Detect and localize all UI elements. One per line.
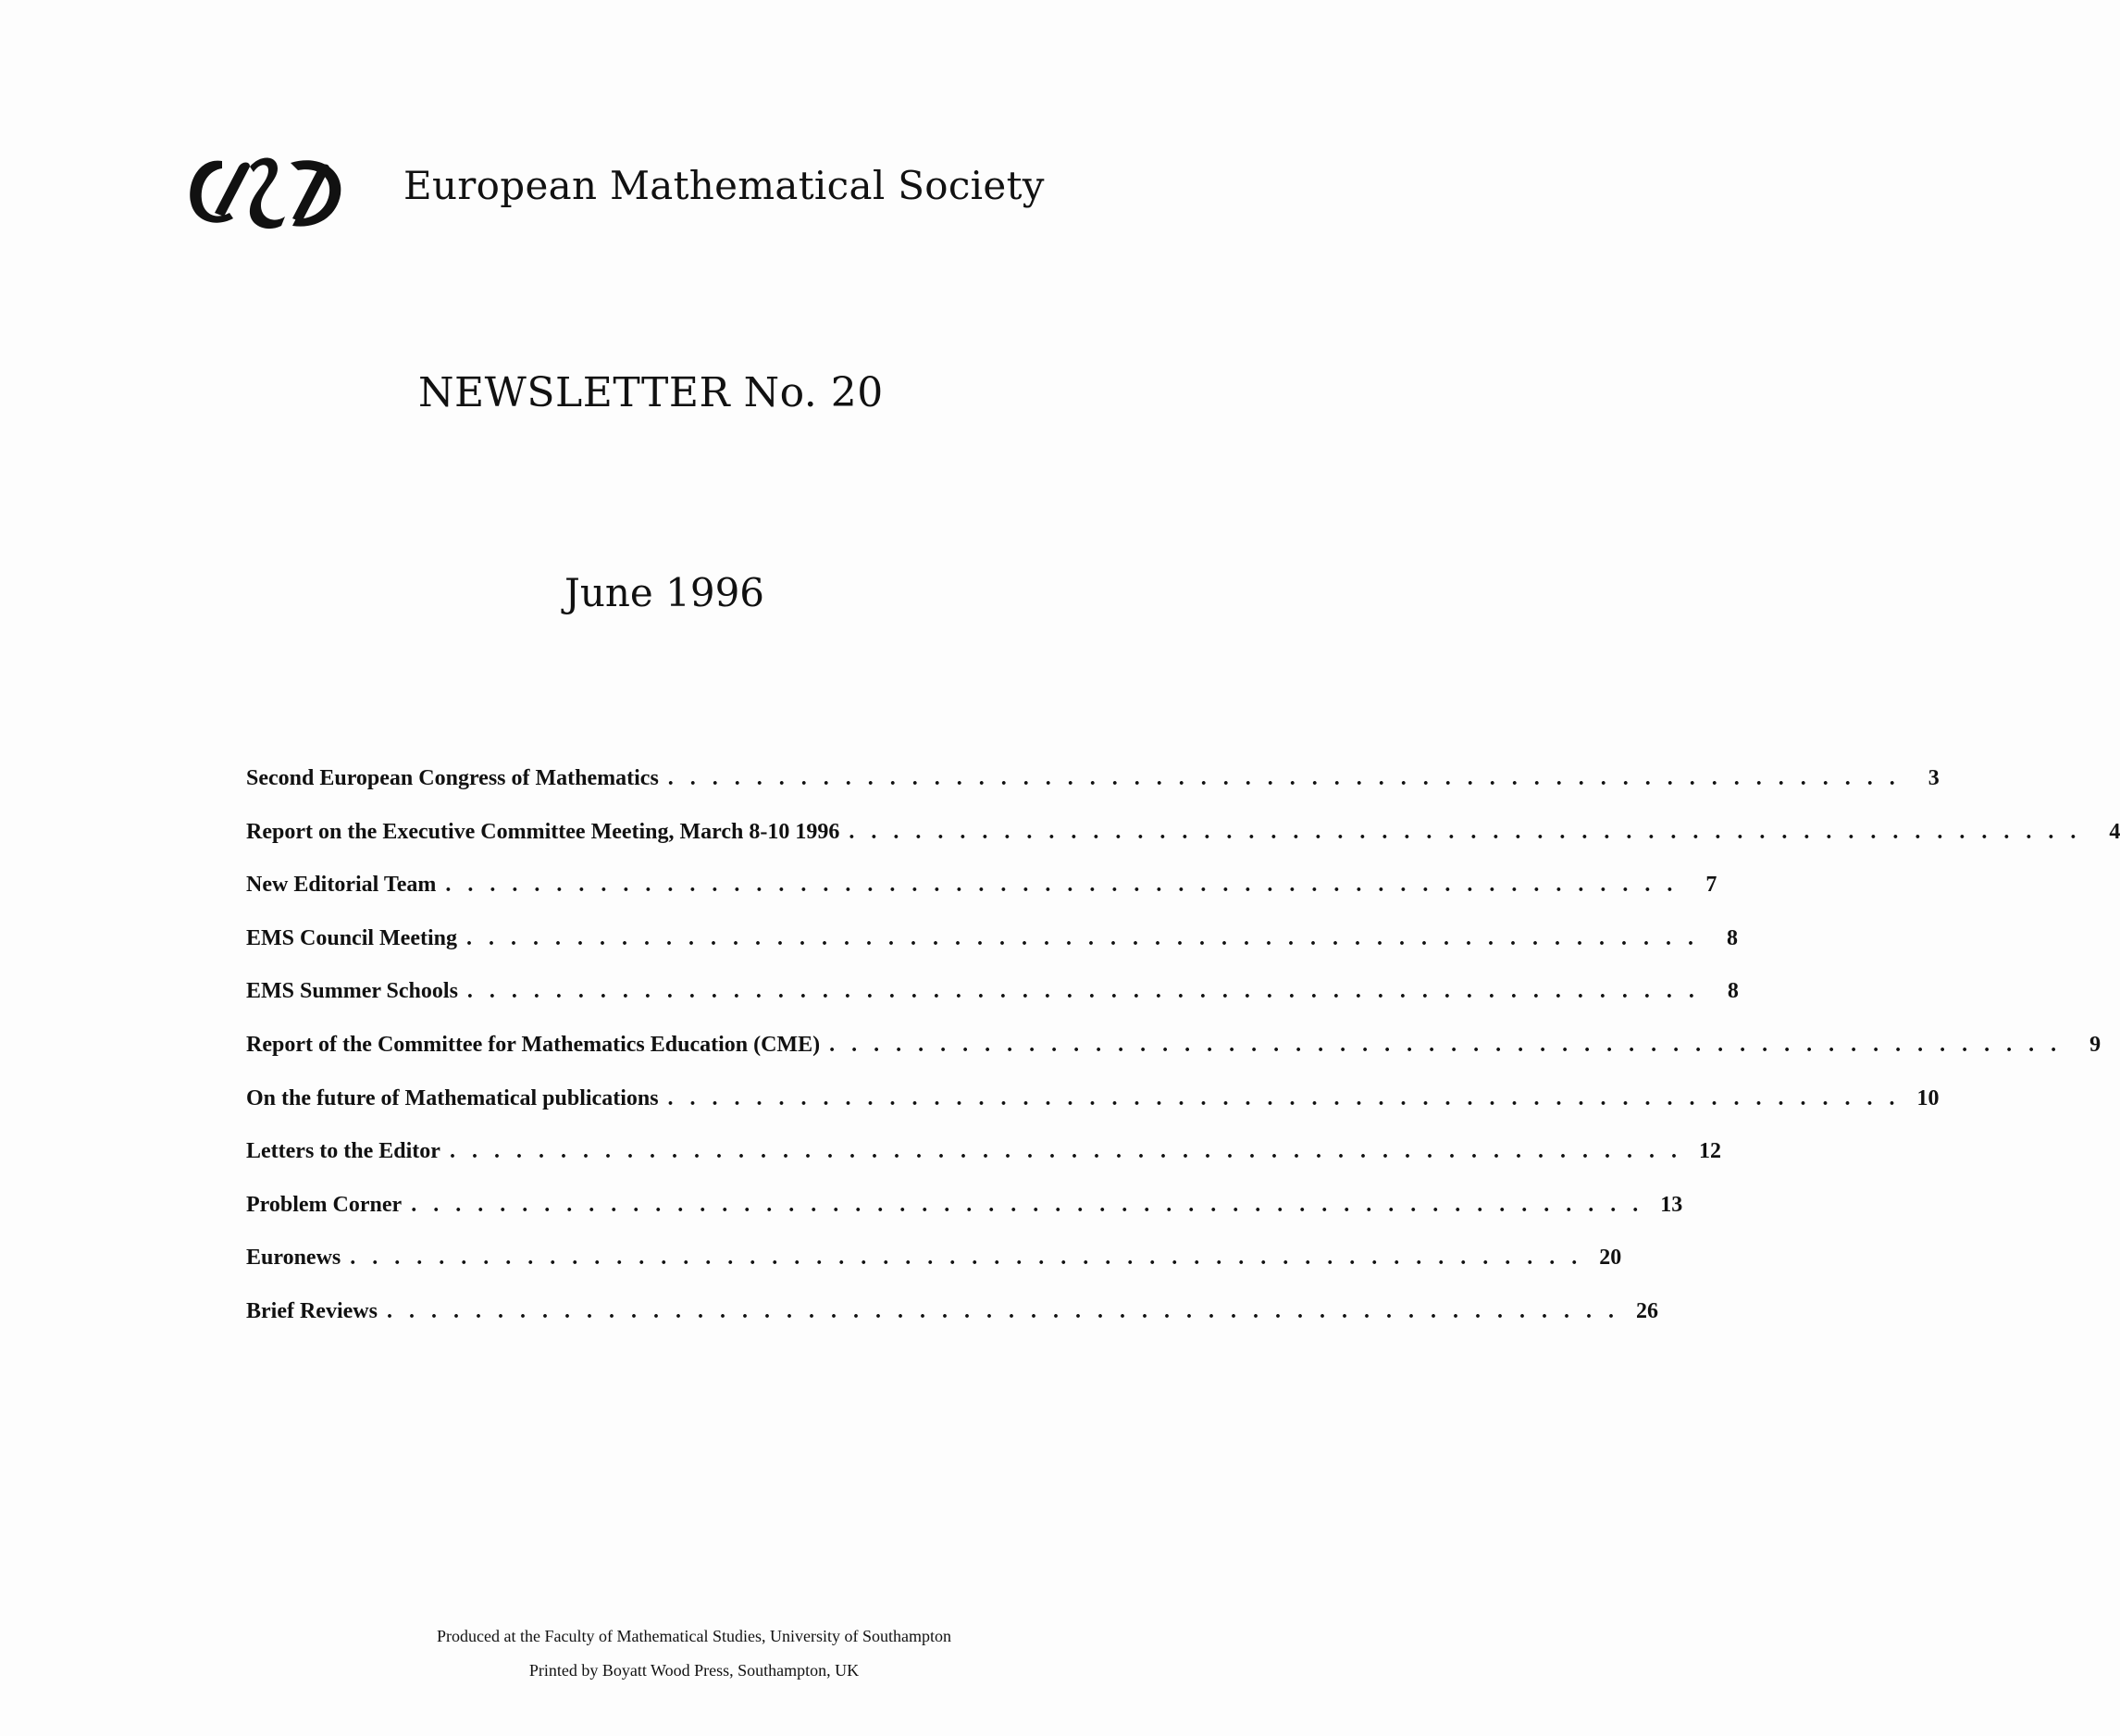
toc-entry xyxy=(246,1192,1683,1246)
toc-entry-page: 7 xyxy=(1705,873,1717,898)
toc-entry-page: 12 xyxy=(1698,1139,1721,1164)
toc-entry-page: 9 xyxy=(2089,1032,2101,1057)
toc-entry-page: 13 xyxy=(1660,1192,1683,1217)
toc-entry-title: EMS Council Meeting xyxy=(246,925,457,950)
toc-leader-dots: . . . . . . . . . . . . . . . . . . . . . . . . . . . . . . . . . . . . . . . . . . . . . . . . . . . . . . . . xyxy=(411,1192,1644,1217)
toc-entry xyxy=(246,819,2120,874)
toc-leader-dots: . . . . . . . . . . . . . . . . . . . . . . . . . . . . . . . . . . . . . . . . . . . . . . . . . . . . . . . . xyxy=(445,873,1679,898)
toc-entry-page: 4 xyxy=(2109,819,2120,844)
toc-leader-dots: . . . . . . . . . . . . . . . . . . . . . . . . . . . . . . . . . . . . . . . . . . . . . . . . . . . . . . . . xyxy=(849,819,2082,844)
toc-entry-page: 20 xyxy=(1599,1246,1622,1271)
toc-entry-title: Report on the Executive Committee Meeting, March 8-10 1996 xyxy=(246,819,840,844)
toc-entry-page: 10 xyxy=(1916,1085,1940,1110)
toc-entry-title: On the future of Mathematical publications xyxy=(246,1085,659,1110)
toc-leader-dots: . . . . . . . . . . . . . . . . . . . . . . . . . . . . . . . . . . . . . . . . . . . . . . . . . . . . . . . . xyxy=(350,1246,1583,1271)
printed-by-note: Printed by Boyatt Wood Press, Southampton, UK xyxy=(528,1661,860,1680)
toc-entry xyxy=(246,1139,1721,1193)
toc-entry xyxy=(246,1085,1940,1140)
toc-entry xyxy=(246,979,1739,1033)
toc-leader-dots: . . . . . . . . . . . . . . . . . . . . . . . . . . . . . . . . . . . . . . . . . . . . . . . . . . . . . . . . xyxy=(386,1298,1619,1323)
toc-entry xyxy=(246,1032,2101,1086)
issue-date: June 1996 xyxy=(564,570,765,615)
toc-entry-title: Problem Corner xyxy=(246,1192,403,1217)
toc-leader-dots: . . . . . . . . . . . . . . . . . . . . . . . . . . . . . . . . . . . . . . . . . . . . . . . . . . . . . . . . xyxy=(667,1085,1901,1110)
toc-entry xyxy=(246,873,1717,926)
toc-entry-page: 8 xyxy=(1727,979,1739,1004)
toc-entry-page: 8 xyxy=(1727,925,1738,950)
toc-entry-title: Letters to the Editor xyxy=(246,1139,440,1164)
toc-entry xyxy=(246,1298,1658,1353)
toc-entry xyxy=(246,766,1940,820)
toc-entry-title: Euronews xyxy=(246,1246,341,1271)
produced-by-note: Produced at the Faculty of Mathematical Studies, University of Southampton xyxy=(437,1627,951,1645)
toc-entry-title: EMS Summer Schools xyxy=(246,979,458,1004)
ems-logo-icon xyxy=(181,148,352,233)
toc-entry-page: 3 xyxy=(1928,766,1940,790)
toc-leader-dots: . . . . . . . . . . . . . . . . . . . . . . . . . . . . . . . . . . . . . . . . . . . . . . . . . . . . . . . . xyxy=(449,1139,1682,1164)
organization-name: European Mathematical Society xyxy=(403,163,1045,208)
toc-leader-dots: . . . . . . . . . . . . . . . . . . . . . . . . . . . . . . . . . . . . . . . . . . . . . . . . . . . . . . . . xyxy=(829,1032,2063,1057)
toc-entry-title: Brief Reviews xyxy=(246,1298,378,1323)
table-of-contents xyxy=(246,766,2120,1353)
toc-entry-page: 26 xyxy=(1635,1298,1658,1323)
toc-leader-dots: . . . . . . . . . . . . . . . . . . . . . . . . . . . . . . . . . . . . . . . . . . . . . . . . . . . . . . . . xyxy=(466,925,1699,950)
newsletter-title: NEWSLETTER No. 20 xyxy=(418,369,884,416)
toc-entry-title: Report of the Committee for Mathematics Education (CME) xyxy=(246,1032,821,1057)
toc-entry-title: Second European Congress of Mathematics xyxy=(246,766,659,790)
toc-leader-dots: . . . . . . . . . . . . . . . . . . . . . . . . . . . . . . . . . . . . . . . . . . . . . . . . . . . . . . . . xyxy=(667,766,1901,790)
toc-entry-title: New Editorial Team xyxy=(246,873,437,898)
toc-entry xyxy=(246,1246,1622,1299)
toc-leader-dots: . . . . . . . . . . . . . . . . . . . . . . . . . . . . . . . . . . . . . . . . . . . . . . . . . . . . . . . . xyxy=(466,979,1700,1004)
toc-entry xyxy=(246,925,1738,980)
